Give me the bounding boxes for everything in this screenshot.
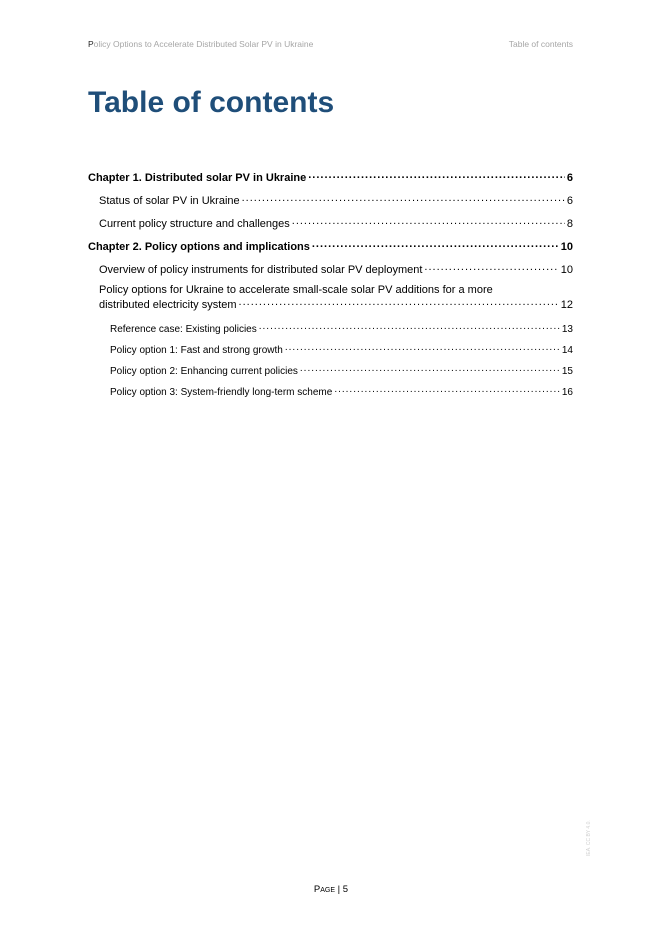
toc-dot-leader bbox=[239, 296, 559, 308]
toc-dot-leader bbox=[285, 341, 560, 353]
toc-entry-text: Policy option 1: Fast and strong growth bbox=[110, 345, 283, 356]
toc-dot-leader bbox=[312, 238, 559, 250]
toc-page-number: 10 bbox=[560, 241, 573, 253]
toc-page-number: 8 bbox=[566, 218, 573, 230]
toc-page-number: 14 bbox=[561, 345, 573, 356]
footer-page-number: 5 bbox=[342, 884, 349, 895]
toc-entry-text-line1: Policy options for Ukraine to accelerate small-scale solar PV additions for a more bbox=[99, 284, 493, 296]
toc-entry-policy-options[interactable] bbox=[88, 284, 573, 311]
toc-dot-leader bbox=[292, 215, 565, 227]
table-of-contents bbox=[88, 169, 573, 404]
toc-entry-text: Chapter 2. Policy options and implications bbox=[88, 241, 310, 253]
toc-page-number: 10 bbox=[560, 264, 573, 276]
toc-page-number: 6 bbox=[566, 172, 573, 184]
running-header-title bbox=[88, 39, 313, 49]
toc-page-number: 15 bbox=[561, 366, 573, 377]
toc-entry-reference-case[interactable] bbox=[110, 320, 573, 335]
page-footer bbox=[0, 884, 662, 895]
toc-entry-text: Reference case: Existing policies bbox=[110, 324, 257, 335]
toc-entry-policy-option-1[interactable] bbox=[110, 341, 573, 356]
header-title-rest: olicy Options to Accelerate Distributed Solar PV in Ukraine bbox=[93, 39, 314, 49]
toc-dot-leader bbox=[242, 192, 565, 204]
toc-entry-status-solar-pv[interactable] bbox=[99, 192, 573, 207]
toc-entry-text: Overview of policy instruments for distributed solar PV deployment bbox=[99, 264, 423, 276]
toc-page-number: 6 bbox=[566, 195, 573, 207]
toc-page-number: 16 bbox=[561, 387, 573, 398]
toc-dot-leader bbox=[308, 169, 565, 181]
toc-entry-policy-option-3[interactable] bbox=[110, 383, 573, 398]
toc-entry-line2 bbox=[99, 296, 573, 311]
toc-entry-current-policy[interactable] bbox=[99, 215, 573, 230]
toc-entry-text: Policy option 3: System-friendly long-term scheme bbox=[110, 387, 333, 398]
toc-entry-chapter-2[interactable] bbox=[88, 238, 573, 253]
page-title: Table of contents bbox=[88, 86, 335, 119]
footer-page-label: Page bbox=[313, 884, 336, 895]
toc-page-number: 12 bbox=[560, 299, 573, 311]
toc-entry-text: Status of solar PV in Ukraine bbox=[99, 195, 240, 207]
toc-entry-text: Chapter 1. Distributed solar PV in Ukraine bbox=[88, 172, 307, 184]
license-watermark: IEA. CC BY 4.0. bbox=[586, 820, 592, 856]
toc-dot-leader bbox=[259, 320, 560, 332]
header-title-initial: P bbox=[88, 39, 94, 49]
running-header-section: Table of contents bbox=[508, 39, 573, 49]
toc-dot-leader bbox=[334, 383, 560, 395]
toc-dot-leader bbox=[300, 362, 560, 374]
toc-entry-chapter-1[interactable] bbox=[88, 169, 573, 184]
toc-entry-text: Current policy structure and challenges bbox=[99, 218, 290, 230]
footer-separator: | bbox=[337, 884, 341, 895]
toc-entry-text-line2: distributed electricity system bbox=[99, 299, 237, 311]
toc-entry-overview-instruments[interactable] bbox=[99, 261, 573, 276]
toc-entry-policy-option-2[interactable] bbox=[110, 362, 573, 377]
toc-page-number: 13 bbox=[561, 324, 573, 335]
toc-entry-text: Policy option 2: Enhancing current policies bbox=[110, 366, 298, 377]
toc-dot-leader bbox=[424, 261, 558, 273]
